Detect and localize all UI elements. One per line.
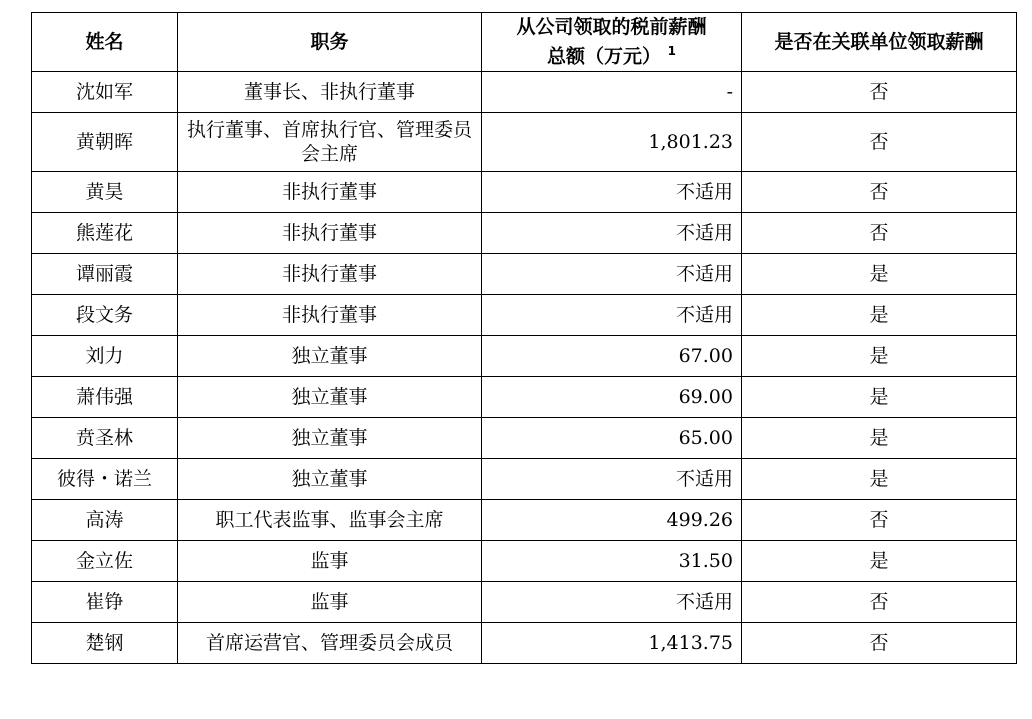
cell-role: 独立董事 xyxy=(178,377,482,418)
table-row xyxy=(32,113,1017,172)
cell-role: 董事长、非执行董事 xyxy=(178,72,482,113)
cell-related: 是 xyxy=(742,418,1017,459)
cell-role: 独立董事 xyxy=(178,336,482,377)
cell-related: 否 xyxy=(742,72,1017,113)
header-pay-line2: 总额（万元） xyxy=(547,45,662,68)
table-row xyxy=(32,377,1017,418)
cell-pay: 31.50 xyxy=(482,541,742,582)
cell-pay: 不适用 xyxy=(482,582,742,623)
cell-pay: 499.26 xyxy=(482,500,742,541)
cell-pay: 不适用 xyxy=(482,295,742,336)
cell-pay: 69.00 xyxy=(482,377,742,418)
table-row xyxy=(32,254,1017,295)
cell-related: 是 xyxy=(742,541,1017,582)
header-pay xyxy=(482,13,742,72)
cell-pay: 65.00 xyxy=(482,418,742,459)
cell-name: 黄昊 xyxy=(32,172,178,213)
table-row xyxy=(32,213,1017,254)
cell-role: 非执行董事 xyxy=(178,295,482,336)
cell-pay: 1,413.75 xyxy=(482,623,742,664)
cell-name: 金立佐 xyxy=(32,541,178,582)
table-row xyxy=(32,72,1017,113)
cell-role: 独立董事 xyxy=(178,418,482,459)
header-name: 姓名 xyxy=(32,13,178,72)
cell-role: 非执行董事 xyxy=(178,213,482,254)
cell-role: 首席运营官、管理委员会成员 xyxy=(178,623,482,664)
cell-name: 楚钢 xyxy=(32,623,178,664)
cell-name: 彼得・诺兰 xyxy=(32,459,178,500)
table-row xyxy=(32,172,1017,213)
cell-name: 贲圣林 xyxy=(32,418,178,459)
table-row xyxy=(32,582,1017,623)
cell-related: 否 xyxy=(742,500,1017,541)
cell-related: 是 xyxy=(742,336,1017,377)
header-row xyxy=(32,13,1017,72)
cell-pay: 1,801.23 xyxy=(482,113,742,172)
cell-related: 否 xyxy=(742,172,1017,213)
cell-name: 熊莲花 xyxy=(32,213,178,254)
cell-role: 执行董事、首席执行官、管理委员会主席 xyxy=(178,113,482,172)
table-row xyxy=(32,295,1017,336)
cell-pay: 不适用 xyxy=(482,459,742,500)
cell-role: 非执行董事 xyxy=(178,172,482,213)
cell-name: 谭丽霞 xyxy=(32,254,178,295)
cell-role: 职工代表监事、监事会主席 xyxy=(178,500,482,541)
cell-name: 萧伟强 xyxy=(32,377,178,418)
table-body xyxy=(32,72,1017,664)
cell-pay: 67.00 xyxy=(482,336,742,377)
cell-role: 非执行董事 xyxy=(178,254,482,295)
cell-related: 否 xyxy=(742,582,1017,623)
cell-related: 是 xyxy=(742,254,1017,295)
cell-pay: - xyxy=(482,72,742,113)
cell-related: 是 xyxy=(742,295,1017,336)
header-role: 职务 xyxy=(178,13,482,72)
cell-related: 否 xyxy=(742,113,1017,172)
table-row xyxy=(32,336,1017,377)
cell-pay: 不适用 xyxy=(482,172,742,213)
cell-related: 否 xyxy=(742,623,1017,664)
table-row xyxy=(32,459,1017,500)
cell-related: 是 xyxy=(742,459,1017,500)
cell-role: 监事 xyxy=(178,541,482,582)
cell-name: 黄朝晖 xyxy=(32,113,178,172)
table-row xyxy=(32,418,1017,459)
cell-role: 监事 xyxy=(178,582,482,623)
table-row xyxy=(32,623,1017,664)
compensation-table xyxy=(31,12,1017,664)
header-pay-line1: 从公司领取的税前薪酬 xyxy=(516,16,707,39)
cell-name: 高涛 xyxy=(32,500,178,541)
cell-name: 沈如军 xyxy=(32,72,178,113)
header-related: 是否在关联单位领取薪酬 xyxy=(742,13,1017,72)
cell-pay: 不适用 xyxy=(482,254,742,295)
cell-name: 刘力 xyxy=(32,336,178,377)
cell-related: 是 xyxy=(742,377,1017,418)
table-row xyxy=(32,500,1017,541)
cell-name: 段文务 xyxy=(32,295,178,336)
cell-pay: 不适用 xyxy=(482,213,742,254)
header-pay-footnote: 1 xyxy=(667,44,676,59)
cell-name: 崔铮 xyxy=(32,582,178,623)
cell-role: 独立董事 xyxy=(178,459,482,500)
cell-related: 否 xyxy=(742,213,1017,254)
table-row xyxy=(32,541,1017,582)
